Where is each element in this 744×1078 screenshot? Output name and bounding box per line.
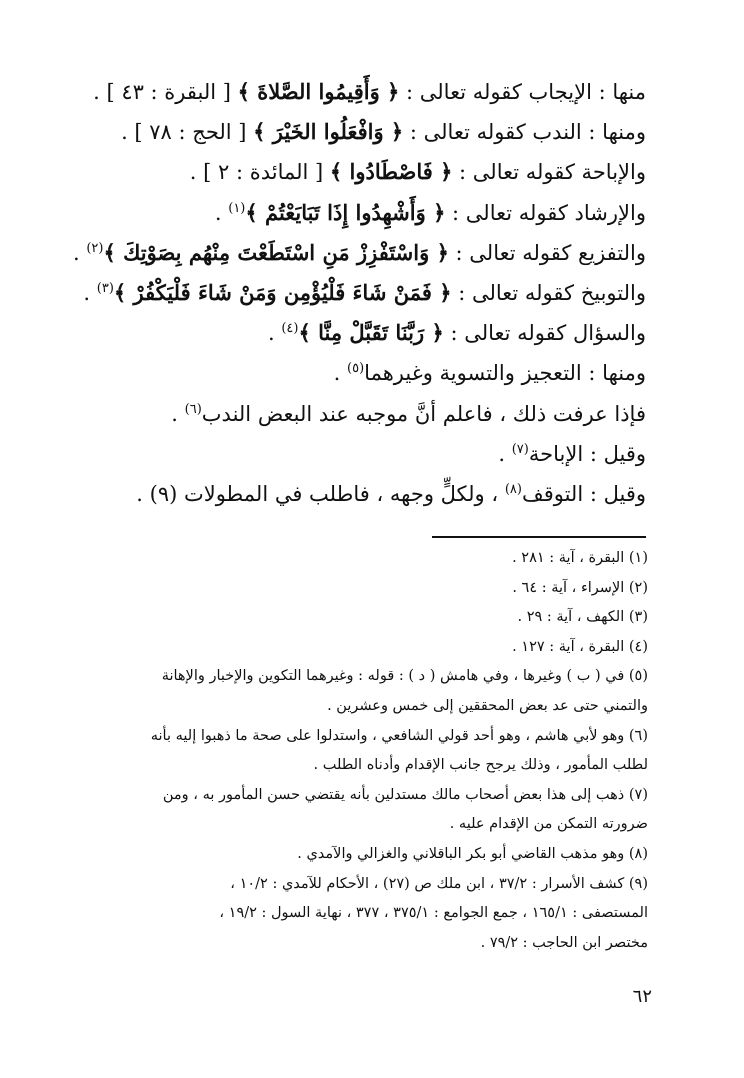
footnote-line: (٧) ذهب إلى هذا بعض أصحاب مالك مستدلين بأنه يقتضي حسن المأمور به ، ومن	[162, 786, 648, 803]
footnote-line: (٢) الإسراء ، آية : ٦٤ .	[512, 579, 648, 596]
text-line	[118, 434, 646, 474]
footnote-line: (٩) كشف الأسرار : ٣٧/٢ ، ابن ملك ص (٢٧) ، الأحكام للآمدي : ١٠/٢ ،	[230, 875, 648, 892]
line-text: والتوبيخ كقوله تعالى :	[451, 280, 646, 305]
quran-verse: ﴿ فَاصْطَادُوا ﴾	[329, 159, 453, 185]
footnote-ref: (٥)	[347, 361, 365, 377]
text-line	[72, 233, 646, 273]
footnote-line: والتمني حتى عد بعض المحققين إلى خمس وعشرين .	[327, 697, 648, 714]
footnote-ref: (٤)	[281, 321, 299, 337]
quran-verse: ﴿ وَأَقِيمُوا الصَّلاةَ ﴾	[237, 79, 400, 104]
text-line	[118, 394, 646, 434]
text-line	[93, 72, 646, 112]
quran-verse: ﴿ رَبَّنَا تَقَبَّلْ مِنَّا ﴾	[298, 320, 444, 346]
line-text: وقيل : الإباحة	[528, 441, 646, 466]
footnote-line: المستصفى : ١٦٥/١ ، جمع الجوامع : ٣٧٥/١ ، ٣٧٧ ، نهاية السول : ١٩/٢ ،	[219, 905, 648, 922]
footnote-line: (٨) وهو مذهب القاضي أبو بكر الباقلاني والغزالي والآمدي .	[297, 845, 648, 862]
line-end: .	[72, 240, 87, 265]
line-end: .	[171, 401, 185, 426]
text-line	[118, 353, 646, 393]
line-text: والتفزيع كقوله تعالى :	[448, 240, 646, 265]
verse-reference: [ البقرة : ٤٣ ] .	[93, 80, 238, 104]
footnote-line: لطلب المأمور ، وذلك يرجح جانب الإقدام وأدناه الطلب .	[313, 757, 648, 774]
footnotes	[72, 544, 648, 958]
footnote-line: مختصر ابن الحاجب : ٧٩/٢ .	[480, 934, 648, 951]
line-text: ومنها : الندب كقوله تعالى :	[403, 120, 646, 145]
footnote-line: (٤) البقرة ، آية : ١٢٧ .	[512, 638, 648, 655]
text-line	[118, 474, 646, 514]
footnote-ref: (٨)	[504, 481, 522, 497]
text-line	[118, 112, 646, 152]
line-text: فإذا عرفت ذلك ، فاعلم أنَّ موجبه عند البعض الندب	[201, 401, 646, 426]
quran-verse: ﴿ فَمَنْ شَاءَ فَلْيُؤْمِن وَمَنْ شَاءَ فَلْيَكْفُرْ ﴾	[113, 279, 452, 305]
footnote-ref: (٦)	[184, 401, 202, 417]
line-text: وقيل : التوقف	[521, 481, 646, 506]
quran-verse: ﴿ وَاسْتَفْزِزْ مَنِ اسْتَطَعْتَ مِنْهُم بِصَوْتِكَ ﴾	[103, 239, 449, 265]
line-end: .	[214, 200, 229, 225]
footnote-ref: (٧)	[511, 441, 529, 457]
verse-reference: [ المائدة : ٢ ] .	[189, 160, 330, 185]
line-text: ومنها : التعجيز والتسوية وغيرهما	[364, 361, 646, 386]
quran-verse: ﴿ وَافْعَلُوا الخَيْرَ ﴾	[253, 119, 404, 145]
line-end: .	[267, 321, 282, 346]
text-line	[118, 313, 646, 353]
footnote-line: (٥) في ( ب ) وغيرها ، وفي هامش ( د ) : قوله : وغيرهما التكوين والإخبار والإهانة	[161, 668, 648, 685]
footnote-ref: (٢)	[86, 240, 104, 256]
text-line	[118, 152, 646, 192]
page-number: ٦٢	[632, 986, 652, 1007]
footnote-line: (٣) الكهف ، آية : ٢٩ .	[517, 609, 648, 626]
line-text: والإباحة كقوله تعالى :	[452, 160, 646, 185]
line-text: منها : الإيجاب كقوله تعالى :	[399, 80, 646, 104]
text-line	[83, 273, 646, 313]
line-end: .	[333, 361, 348, 386]
footnote-line: ضرورته التمكن من الإقدام عليه .	[449, 816, 648, 833]
footnote-ref: (١)	[228, 200, 246, 216]
line-text: والسؤال كقوله تعالى :	[443, 321, 646, 346]
footnote-ref: (٣)	[96, 280, 114, 296]
text-line	[118, 193, 646, 233]
footnote-line: (٦) وهو لأبي هاشم ، وهو أحد قولي الشافعي ، واستدلوا على صحة ما ذهبوا إليه بأنه	[150, 727, 648, 744]
line-text: والإرشاد كقوله تعالى :	[445, 200, 646, 225]
footnote-line: (١) البقرة ، آية : ٢٨١ .	[512, 550, 648, 566]
line-end: .	[83, 280, 97, 305]
line-end: .	[498, 441, 512, 466]
main-text	[72, 72, 646, 514]
quran-verse: ﴿ وَأَشْهِدُوا إِذَا تَبَايَعْتُمْ ﴾	[245, 199, 446, 225]
footnote-divider	[432, 536, 646, 538]
verse-reference: [ الحج : ٧٨ ] .	[121, 120, 254, 145]
line-end: ، ولكلٍّ وجهه ، فاطلب في المطولات (٩) .	[136, 481, 505, 506]
